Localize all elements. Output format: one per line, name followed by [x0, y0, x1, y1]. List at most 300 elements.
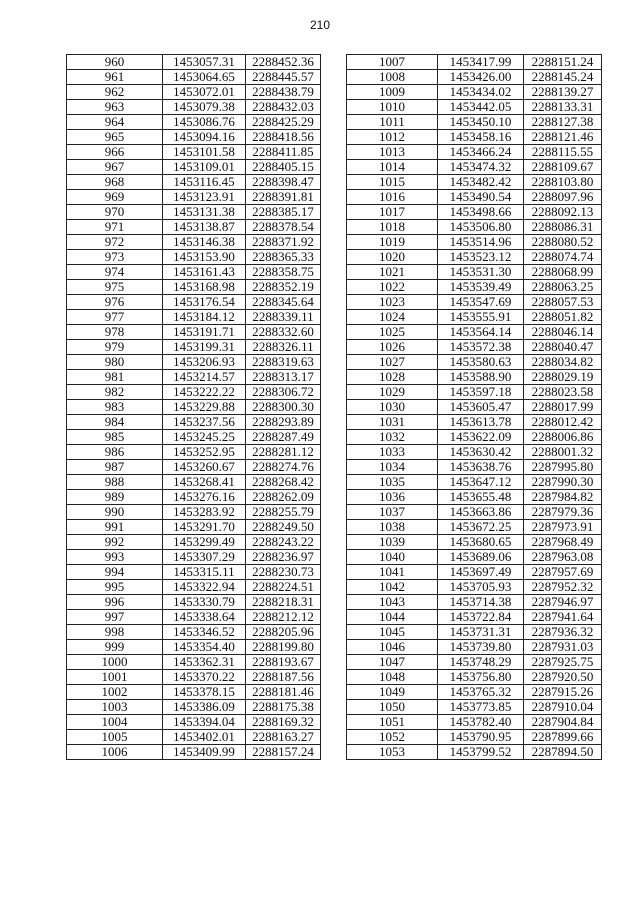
coordinate-y-cell: 2288023.58 — [524, 385, 602, 400]
coordinate-y-cell: 2288319.63 — [246, 355, 321, 370]
coordinate-x-cell: 1453748.29 — [438, 655, 524, 670]
coordinate-x-cell: 1453299.49 — [163, 535, 246, 550]
point-id-cell: 1051 — [347, 715, 438, 730]
table-row — [347, 520, 602, 535]
table-row — [347, 295, 602, 310]
coordinate-y-cell: 2288080.52 — [524, 235, 602, 250]
coordinate-y-cell: 2287995.80 — [524, 460, 602, 475]
point-id-cell: 1016 — [347, 190, 438, 205]
point-id-cell: 1030 — [347, 400, 438, 415]
point-id-cell: 973 — [67, 250, 163, 265]
table-row — [67, 85, 321, 100]
table-row — [67, 565, 321, 580]
coordinate-x-cell: 1453184.12 — [163, 310, 246, 325]
coordinate-y-cell: 2288332.60 — [246, 325, 321, 340]
point-id-cell: 1025 — [347, 325, 438, 340]
coordinate-x-cell: 1453338.64 — [163, 610, 246, 625]
coordinate-y-cell: 2287915.26 — [524, 685, 602, 700]
table-row — [67, 535, 321, 550]
coordinate-y-cell: 2287963.08 — [524, 550, 602, 565]
coordinate-x-cell: 1453799.52 — [438, 745, 524, 760]
coordinate-x-cell: 1453490.54 — [438, 190, 524, 205]
coordinate-y-cell: 2288300.30 — [246, 400, 321, 415]
coordinate-x-cell: 1453722.84 — [438, 610, 524, 625]
coordinate-y-cell: 2288243.22 — [246, 535, 321, 550]
table-row — [347, 670, 602, 685]
point-id-cell: 971 — [67, 220, 163, 235]
table-row — [67, 100, 321, 115]
coordinate-y-cell: 2288268.42 — [246, 475, 321, 490]
point-id-cell: 980 — [67, 355, 163, 370]
coordinate-y-cell: 2288230.73 — [246, 565, 321, 580]
table-row — [347, 175, 602, 190]
table-row — [347, 100, 602, 115]
page-number: 210 — [309, 18, 331, 32]
coordinate-x-cell: 1453191.71 — [163, 325, 246, 340]
point-id-cell: 1000 — [67, 655, 163, 670]
coordinate-y-cell: 2288151.24 — [524, 55, 602, 70]
point-id-cell: 993 — [67, 550, 163, 565]
table-row — [347, 550, 602, 565]
point-id-cell: 1049 — [347, 685, 438, 700]
coordinate-x-cell: 1453176.54 — [163, 295, 246, 310]
coordinate-y-cell: 2288109.67 — [524, 160, 602, 175]
point-id-cell: 1017 — [347, 205, 438, 220]
point-id-cell: 988 — [67, 475, 163, 490]
point-id-cell: 969 — [67, 190, 163, 205]
coordinate-y-cell: 2288012.42 — [524, 415, 602, 430]
point-id-cell: 1040 — [347, 550, 438, 565]
table-row — [67, 730, 321, 745]
coordinate-y-cell: 2287957.69 — [524, 565, 602, 580]
coordinate-y-cell: 2288212.12 — [246, 610, 321, 625]
table-row — [347, 115, 602, 130]
point-id-cell: 974 — [67, 265, 163, 280]
coordinate-y-cell: 2288378.54 — [246, 220, 321, 235]
coordinate-x-cell: 1453765.32 — [438, 685, 524, 700]
point-id-cell: 1010 — [347, 100, 438, 115]
table-row — [67, 475, 321, 490]
coordinate-y-cell: 2287968.49 — [524, 535, 602, 550]
table-row — [347, 505, 602, 520]
coordinate-y-cell: 2288418.56 — [246, 130, 321, 145]
table-row — [67, 130, 321, 145]
point-id-cell: 1011 — [347, 115, 438, 130]
coordinate-x-cell: 1453064.65 — [163, 70, 246, 85]
table-row — [347, 730, 602, 745]
point-id-cell: 968 — [67, 175, 163, 190]
table-row — [67, 655, 321, 670]
point-id-cell: 1044 — [347, 610, 438, 625]
point-id-cell: 979 — [67, 340, 163, 355]
coordinate-y-cell: 2287925.75 — [524, 655, 602, 670]
coordinate-x-cell: 1453346.52 — [163, 625, 246, 640]
point-id-cell: 1026 — [347, 340, 438, 355]
point-id-cell: 1005 — [67, 730, 163, 745]
point-id-cell: 1004 — [67, 715, 163, 730]
coordinate-y-cell: 2288074.74 — [524, 250, 602, 265]
coordinate-x-cell: 1453714.38 — [438, 595, 524, 610]
point-id-cell: 972 — [67, 235, 163, 250]
table-row — [347, 445, 602, 460]
point-id-cell: 1001 — [67, 670, 163, 685]
table-row — [67, 415, 321, 430]
table-row — [347, 565, 602, 580]
table-row — [347, 220, 602, 235]
table-row — [347, 685, 602, 700]
coordinate-y-cell: 2288040.47 — [524, 340, 602, 355]
point-id-cell: 961 — [67, 70, 163, 85]
point-id-cell: 965 — [67, 130, 163, 145]
point-id-cell: 1019 — [347, 235, 438, 250]
point-id-cell: 1009 — [347, 85, 438, 100]
coordinate-x-cell: 1453466.24 — [438, 145, 524, 160]
coordinate-y-cell: 2288371.92 — [246, 235, 321, 250]
coordinate-y-cell: 2287899.66 — [524, 730, 602, 745]
coordinate-y-cell: 2287979.36 — [524, 505, 602, 520]
coordinate-y-cell: 2288205.96 — [246, 625, 321, 640]
coordinate-y-cell: 2288057.53 — [524, 295, 602, 310]
coordinate-y-cell: 2288249.50 — [246, 520, 321, 535]
point-id-cell: 1028 — [347, 370, 438, 385]
coordinate-x-cell: 1453506.80 — [438, 220, 524, 235]
point-id-cell: 1043 — [347, 595, 438, 610]
coordinate-y-cell: 2288051.82 — [524, 310, 602, 325]
table-row — [67, 220, 321, 235]
point-id-cell: 985 — [67, 430, 163, 445]
coordinate-x-cell: 1453647.12 — [438, 475, 524, 490]
coordinate-y-cell: 2288445.57 — [246, 70, 321, 85]
table-row — [67, 640, 321, 655]
point-id-cell: 1013 — [347, 145, 438, 160]
coordinate-y-cell: 2288157.24 — [246, 745, 321, 760]
table-row — [347, 610, 602, 625]
coordinate-x-cell: 1453322.94 — [163, 580, 246, 595]
coordinate-x-cell: 1453161.43 — [163, 265, 246, 280]
point-id-cell: 991 — [67, 520, 163, 535]
point-id-cell: 1037 — [347, 505, 438, 520]
coordinate-x-cell: 1453378.15 — [163, 685, 246, 700]
coordinate-y-cell: 2288046.14 — [524, 325, 602, 340]
point-id-cell: 1045 — [347, 625, 438, 640]
coordinate-y-cell: 2287904.84 — [524, 715, 602, 730]
coordinates-table-right-body — [347, 55, 602, 760]
table-row — [347, 55, 602, 70]
table-row — [67, 340, 321, 355]
coordinate-x-cell: 1453370.22 — [163, 670, 246, 685]
coordinate-x-cell: 1453206.93 — [163, 355, 246, 370]
point-id-cell: 997 — [67, 610, 163, 625]
coordinate-y-cell: 2288145.24 — [524, 70, 602, 85]
coordinate-x-cell: 1453739.80 — [438, 640, 524, 655]
coordinate-y-cell: 2288274.76 — [246, 460, 321, 475]
table-row — [67, 670, 321, 685]
point-id-cell: 1022 — [347, 280, 438, 295]
point-id-cell: 1033 — [347, 445, 438, 460]
coordinate-x-cell: 1453622.09 — [438, 430, 524, 445]
table-row — [67, 595, 321, 610]
point-id-cell: 1047 — [347, 655, 438, 670]
table-row — [347, 235, 602, 250]
coordinate-x-cell: 1453153.90 — [163, 250, 246, 265]
table-row — [347, 595, 602, 610]
point-id-cell: 1014 — [347, 160, 438, 175]
point-id-cell: 1035 — [347, 475, 438, 490]
coordinate-y-cell: 2287910.04 — [524, 700, 602, 715]
coordinate-y-cell: 2288425.29 — [246, 115, 321, 130]
coordinate-x-cell: 1453572.38 — [438, 340, 524, 355]
coordinate-x-cell: 1453072.01 — [163, 85, 246, 100]
point-id-cell: 1024 — [347, 310, 438, 325]
table-row — [67, 460, 321, 475]
table-row — [347, 145, 602, 160]
coordinate-y-cell: 2288326.11 — [246, 340, 321, 355]
coordinate-y-cell: 2288139.27 — [524, 85, 602, 100]
coordinate-y-cell: 2288339.11 — [246, 310, 321, 325]
coordinate-y-cell: 2288199.80 — [246, 640, 321, 655]
point-id-cell: 1007 — [347, 55, 438, 70]
coordinate-y-cell: 2288345.64 — [246, 295, 321, 310]
table-row — [347, 85, 602, 100]
table-row — [67, 550, 321, 565]
coordinate-x-cell: 1453094.16 — [163, 130, 246, 145]
coordinate-x-cell: 1453605.47 — [438, 400, 524, 415]
coordinate-x-cell: 1453283.92 — [163, 505, 246, 520]
coordinate-x-cell: 1453109.01 — [163, 160, 246, 175]
coordinate-x-cell: 1453394.04 — [163, 715, 246, 730]
coordinate-y-cell: 2288398.47 — [246, 175, 321, 190]
point-id-cell: 1006 — [67, 745, 163, 760]
coordinate-y-cell: 2288281.12 — [246, 445, 321, 460]
table-row — [347, 655, 602, 670]
coordinate-x-cell: 1453705.93 — [438, 580, 524, 595]
coordinate-y-cell: 2288358.75 — [246, 265, 321, 280]
coordinate-y-cell: 2287984.82 — [524, 490, 602, 505]
coordinate-y-cell: 2288063.25 — [524, 280, 602, 295]
table-row — [347, 385, 602, 400]
coordinate-x-cell: 1453672.25 — [438, 520, 524, 535]
coordinate-x-cell: 1453307.29 — [163, 550, 246, 565]
table-row — [347, 400, 602, 415]
table-row — [67, 490, 321, 505]
point-id-cell: 981 — [67, 370, 163, 385]
table-row — [67, 400, 321, 415]
coordinate-y-cell: 2288029.19 — [524, 370, 602, 385]
coordinate-x-cell: 1453638.76 — [438, 460, 524, 475]
table-row — [347, 700, 602, 715]
coordinate-x-cell: 1453580.63 — [438, 355, 524, 370]
coordinate-x-cell: 1453268.41 — [163, 475, 246, 490]
point-id-cell: 992 — [67, 535, 163, 550]
coordinate-x-cell: 1453245.25 — [163, 430, 246, 445]
coordinate-y-cell: 2288262.09 — [246, 490, 321, 505]
point-id-cell: 1034 — [347, 460, 438, 475]
table-row — [67, 310, 321, 325]
coordinate-x-cell: 1453756.80 — [438, 670, 524, 685]
point-id-cell: 1023 — [347, 295, 438, 310]
table-row — [67, 370, 321, 385]
coordinate-x-cell: 1453330.79 — [163, 595, 246, 610]
point-id-cell: 970 — [67, 205, 163, 220]
coordinate-y-cell: 2287973.91 — [524, 520, 602, 535]
coordinate-x-cell: 1453588.90 — [438, 370, 524, 385]
table-row — [67, 115, 321, 130]
coordinate-y-cell: 2288175.38 — [246, 700, 321, 715]
table-row — [347, 640, 602, 655]
table-row — [347, 325, 602, 340]
coordinate-x-cell: 1453214.57 — [163, 370, 246, 385]
point-id-cell: 1038 — [347, 520, 438, 535]
coordinate-y-cell: 2287952.32 — [524, 580, 602, 595]
coordinate-x-cell: 1453291.70 — [163, 520, 246, 535]
point-id-cell: 1015 — [347, 175, 438, 190]
coordinate-x-cell: 1453523.12 — [438, 250, 524, 265]
coordinates-table-left-body — [67, 55, 321, 760]
coordinate-y-cell: 2288293.89 — [246, 415, 321, 430]
coordinate-y-cell: 2287990.30 — [524, 475, 602, 490]
table-row — [347, 535, 602, 550]
coordinate-x-cell: 1453199.31 — [163, 340, 246, 355]
coordinate-y-cell: 2288121.46 — [524, 130, 602, 145]
table-row — [67, 265, 321, 280]
table-row — [347, 460, 602, 475]
coordinate-x-cell: 1453168.98 — [163, 280, 246, 295]
coordinate-x-cell: 1453514.96 — [438, 235, 524, 250]
coordinate-x-cell: 1453613.78 — [438, 415, 524, 430]
coordinate-x-cell: 1453597.18 — [438, 385, 524, 400]
point-id-cell: 1039 — [347, 535, 438, 550]
coordinate-x-cell: 1453531.30 — [438, 265, 524, 280]
table-row — [67, 625, 321, 640]
coordinate-y-cell: 2288193.67 — [246, 655, 321, 670]
table-row — [347, 265, 602, 280]
coordinate-x-cell: 1453564.14 — [438, 325, 524, 340]
point-id-cell: 1046 — [347, 640, 438, 655]
table-row — [347, 625, 602, 640]
coordinate-y-cell: 2288385.17 — [246, 205, 321, 220]
point-id-cell: 1021 — [347, 265, 438, 280]
table-row — [67, 175, 321, 190]
coordinate-y-cell: 2288352.19 — [246, 280, 321, 295]
table-row — [67, 355, 321, 370]
coordinate-x-cell: 1453123.91 — [163, 190, 246, 205]
table-row — [347, 415, 602, 430]
coordinate-y-cell: 2288452.36 — [246, 55, 321, 70]
table-row — [347, 130, 602, 145]
table-row — [67, 700, 321, 715]
coordinate-x-cell: 1453689.06 — [438, 550, 524, 565]
coordinate-x-cell: 1453079.38 — [163, 100, 246, 115]
coordinate-x-cell: 1453237.56 — [163, 415, 246, 430]
coordinate-y-cell: 2288034.82 — [524, 355, 602, 370]
coordinate-y-cell: 2288127.38 — [524, 115, 602, 130]
table-row — [347, 340, 602, 355]
coordinate-x-cell: 1453315.11 — [163, 565, 246, 580]
coordinate-x-cell: 1453663.86 — [438, 505, 524, 520]
coordinate-x-cell: 1453474.32 — [438, 160, 524, 175]
coordinate-x-cell: 1453086.76 — [163, 115, 246, 130]
point-id-cell: 994 — [67, 565, 163, 580]
point-id-cell: 984 — [67, 415, 163, 430]
coordinate-y-cell: 2288365.33 — [246, 250, 321, 265]
table-row — [347, 250, 602, 265]
point-id-cell: 983 — [67, 400, 163, 415]
coordinate-x-cell: 1453458.16 — [438, 130, 524, 145]
coordinate-y-cell: 2287920.50 — [524, 670, 602, 685]
coordinate-x-cell: 1453539.49 — [438, 280, 524, 295]
coordinate-x-cell: 1453417.99 — [438, 55, 524, 70]
coordinate-y-cell: 2288287.49 — [246, 430, 321, 445]
coordinate-y-cell: 2288438.79 — [246, 85, 321, 100]
point-id-cell: 960 — [67, 55, 163, 70]
coordinate-x-cell: 1453547.69 — [438, 295, 524, 310]
point-id-cell: 982 — [67, 385, 163, 400]
coordinate-y-cell: 2288181.46 — [246, 685, 321, 700]
point-id-cell: 987 — [67, 460, 163, 475]
point-id-cell: 990 — [67, 505, 163, 520]
table-row — [347, 430, 602, 445]
coordinate-y-cell: 2288306.72 — [246, 385, 321, 400]
table-row — [67, 745, 321, 760]
coordinate-x-cell: 1453680.65 — [438, 535, 524, 550]
table-row — [347, 205, 602, 220]
coordinates-table-left — [66, 54, 321, 760]
point-id-cell: 977 — [67, 310, 163, 325]
coordinate-y-cell: 2288391.81 — [246, 190, 321, 205]
coordinate-x-cell: 1453222.22 — [163, 385, 246, 400]
coordinate-y-cell: 2288169.32 — [246, 715, 321, 730]
coordinate-y-cell: 2288017.99 — [524, 400, 602, 415]
table-row — [67, 205, 321, 220]
table-row — [67, 145, 321, 160]
coordinate-y-cell: 2287946.97 — [524, 595, 602, 610]
coordinate-y-cell: 2288163.27 — [246, 730, 321, 745]
coordinate-x-cell: 1453790.95 — [438, 730, 524, 745]
coordinate-y-cell: 2288432.03 — [246, 100, 321, 115]
point-id-cell: 1002 — [67, 685, 163, 700]
point-id-cell: 1012 — [347, 130, 438, 145]
coordinate-x-cell: 1453426.00 — [438, 70, 524, 85]
table-row — [67, 715, 321, 730]
coordinate-x-cell: 1453362.31 — [163, 655, 246, 670]
coordinate-x-cell: 1453442.05 — [438, 100, 524, 115]
point-id-cell: 986 — [67, 445, 163, 460]
coordinate-x-cell: 1453276.16 — [163, 490, 246, 505]
coordinate-y-cell: 2288115.55 — [524, 145, 602, 160]
point-id-cell: 962 — [67, 85, 163, 100]
point-id-cell: 964 — [67, 115, 163, 130]
point-id-cell: 1042 — [347, 580, 438, 595]
table-row — [67, 580, 321, 595]
point-id-cell: 978 — [67, 325, 163, 340]
coordinate-x-cell: 1453229.88 — [163, 400, 246, 415]
coordinate-x-cell: 1453773.85 — [438, 700, 524, 715]
coordinate-y-cell: 2288097.96 — [524, 190, 602, 205]
table-row — [67, 430, 321, 445]
coordinates-table-right — [346, 54, 602, 760]
table-row — [347, 715, 602, 730]
table-row — [347, 490, 602, 505]
coordinate-x-cell: 1453252.95 — [163, 445, 246, 460]
table-row — [67, 520, 321, 535]
coordinate-y-cell: 2287941.64 — [524, 610, 602, 625]
table-row — [347, 190, 602, 205]
point-id-cell: 998 — [67, 625, 163, 640]
coordinate-x-cell: 1453731.31 — [438, 625, 524, 640]
coordinate-y-cell: 2288405.15 — [246, 160, 321, 175]
point-id-cell: 1036 — [347, 490, 438, 505]
point-id-cell: 1027 — [347, 355, 438, 370]
